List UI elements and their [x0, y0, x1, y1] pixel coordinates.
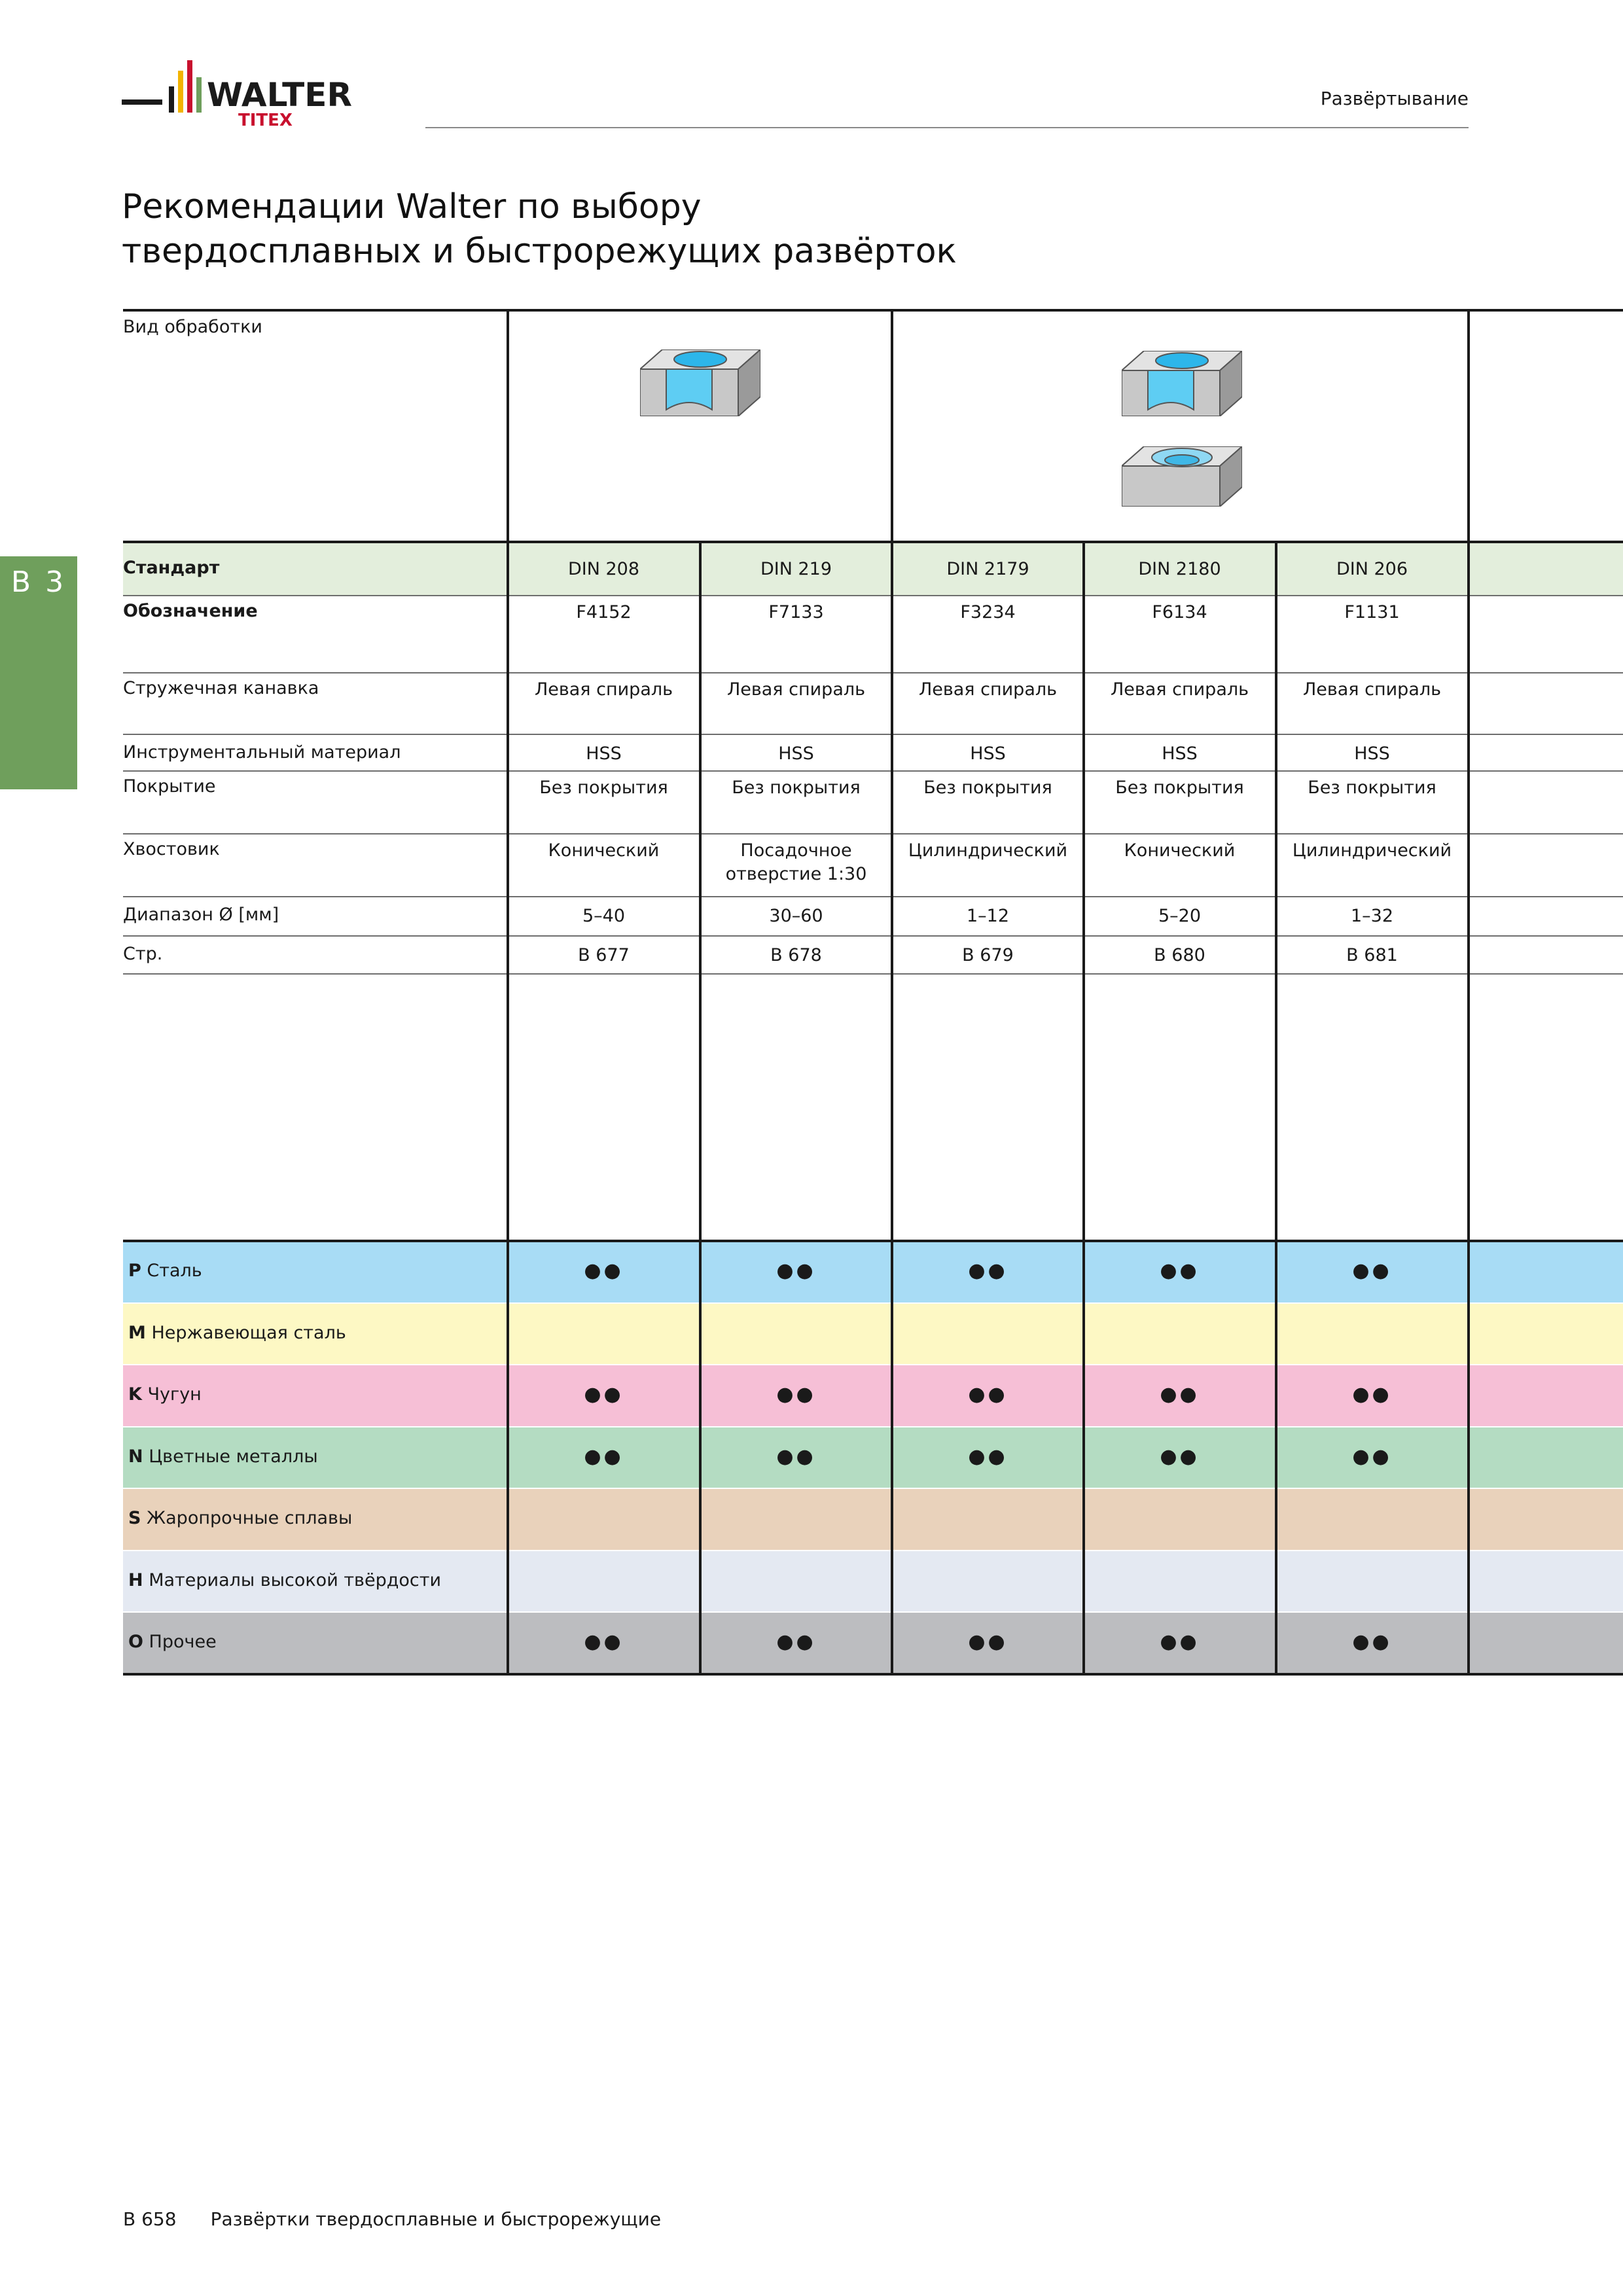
table-rule: [123, 309, 1623, 312]
table-cell: Левая спираль: [918, 679, 1058, 700]
table-cell: B 677: [578, 945, 630, 965]
column-divider: [891, 310, 893, 1674]
table-cell: HSS: [778, 744, 814, 764]
material-code: O: [128, 1632, 143, 1652]
suitability-dots: ●●: [968, 1383, 1008, 1406]
table-row: [123, 734, 1623, 771]
suitability-dots: ●●: [1160, 1444, 1200, 1468]
table-cell: 30–60: [769, 906, 823, 926]
row-divider: [123, 1488, 1623, 1489]
row-label: Стр.: [123, 944, 163, 964]
material-label: [123, 1488, 508, 1549]
suitability-dots: ●●: [968, 1630, 1008, 1653]
suitability-dots: ●●: [584, 1444, 624, 1468]
suitability-dots: ●●: [584, 1259, 624, 1282]
suitability-dots: ●●: [584, 1383, 624, 1406]
table-cell: B 678: [770, 945, 822, 965]
table-cell: DIN 206: [1336, 559, 1408, 579]
material-row: [123, 1488, 1623, 1551]
svg-text:TITEX: TITEX: [238, 111, 293, 130]
table-row: [123, 936, 1623, 974]
table-cell: F7133: [768, 602, 824, 622]
table-cell: Без покрытия: [923, 778, 1052, 798]
material-label: [123, 1612, 508, 1672]
row-label: Хвостовик: [123, 839, 220, 859]
row-divider: [123, 935, 1623, 937]
table-cell: F1131: [1344, 602, 1400, 622]
table-row: [123, 834, 1623, 897]
material-name: Жаропрочные сплавы: [147, 1508, 353, 1528]
material-row: [123, 1241, 1623, 1303]
page-title: [122, 185, 957, 274]
suitability-dots: ●●: [776, 1630, 816, 1653]
table-row: [123, 771, 1623, 834]
row-divider: [123, 1550, 1623, 1551]
material-name: Цветные металлы: [149, 1446, 318, 1467]
table-row: [123, 897, 1623, 936]
table-cell: B 681: [1346, 945, 1398, 965]
title-line-2: твердосплавных и быстрорежущих развёрток: [122, 232, 957, 271]
table-cell: Конический: [548, 840, 660, 861]
suitability-dots: ●●: [776, 1259, 816, 1282]
table-cell: DIN 208: [567, 559, 640, 579]
row-label: Стружечная канавка: [123, 678, 319, 698]
material-name: Нержавеющая сталь: [151, 1322, 346, 1343]
table-cell: Без покрытия: [1308, 778, 1436, 798]
section-label: Развёртывание: [1320, 88, 1469, 109]
material-name: Материалы высокой твёрдости: [149, 1570, 442, 1590]
title-line-1: Рекомендации Walter по выбору: [122, 187, 702, 226]
material-code: N: [128, 1446, 143, 1467]
material-row: [123, 1427, 1623, 1489]
through-hole-icon: [640, 350, 760, 416]
row-divider: [123, 1611, 1623, 1613]
row-label: Диапазон Ø [мм]: [123, 905, 279, 925]
table-cell: HSS: [1162, 744, 1198, 764]
table-cell: Цилиндрический: [908, 840, 1068, 861]
table-cell: HSS: [1354, 744, 1390, 764]
row-label: Стандарт: [123, 558, 220, 578]
svg-text:WALTER: WALTER: [207, 76, 352, 114]
page-number: B 658: [123, 2208, 177, 2230]
material-row: [123, 1365, 1623, 1427]
footer-text: Развёртки твердосплавные и быстрорежущие: [210, 2208, 662, 2230]
material-label: [123, 1551, 508, 1611]
chapter-tab: [0, 556, 77, 789]
row-divider: [123, 1426, 1623, 1427]
table-cell: Конический: [1124, 840, 1236, 861]
reamer-image: [1163, 977, 1197, 1238]
row-divider: [123, 770, 1623, 772]
through-hole-icon: [1122, 351, 1242, 416]
column-divider: [1275, 542, 1277, 1674]
material-name: Сталь: [147, 1261, 202, 1281]
material-code: M: [128, 1322, 146, 1343]
column-divider: [1082, 542, 1085, 1674]
material-code: K: [128, 1384, 142, 1405]
table-rule: [123, 1673, 1623, 1676]
walter-titex-logo: [122, 58, 397, 130]
material-label: [123, 1241, 508, 1301]
blind-hole-icon: [1122, 446, 1242, 507]
table-cell: Посадочное отверстие 1:30: [725, 840, 867, 884]
material-name: Прочее: [149, 1632, 217, 1652]
table-row: [123, 596, 1623, 673]
table-cell: Левая спираль: [726, 679, 866, 700]
suitability-dots: ●●: [968, 1259, 1008, 1282]
row-label: Инструментальный материал: [123, 742, 401, 762]
reamer-image: [972, 977, 1005, 1238]
table-cell: F3234: [960, 602, 1016, 622]
suitability-dots: ●●: [968, 1444, 1008, 1468]
row-divider: [123, 1302, 1623, 1304]
reamer-image: [759, 977, 805, 1238]
material-label: [123, 1303, 508, 1363]
suitability-dots: ●●: [1160, 1630, 1200, 1653]
chapter-tab-label: B 3: [10, 565, 67, 599]
suitability-dots: ●●: [776, 1444, 816, 1468]
page-footer: [123, 2208, 695, 2230]
table-cell: B 679: [962, 945, 1014, 965]
suitability-dots: ●●: [776, 1383, 816, 1406]
suitability-dots: ●●: [1352, 1259, 1392, 1282]
suitability-dots: ●●: [1352, 1630, 1392, 1653]
column-divider: [699, 542, 702, 1674]
material-row: [123, 1612, 1623, 1674]
table-cell: DIN 219: [760, 559, 832, 579]
table-cell: Левая спираль: [1302, 679, 1442, 700]
table-cell: 1–32: [1350, 906, 1394, 926]
row-divider: [123, 672, 1623, 673]
table-cell: F4152: [576, 602, 632, 622]
reamer-image: [588, 977, 620, 1238]
table-cell: DIN 2180: [1138, 559, 1221, 579]
table-cell: 5–20: [1158, 906, 1202, 926]
material-code: S: [128, 1508, 141, 1528]
table-cell: B 680: [1154, 945, 1205, 965]
row-label: Обозначение: [123, 601, 258, 621]
material-name: Чугун: [147, 1384, 202, 1405]
table-cell: Без покрытия: [539, 778, 668, 798]
suitability-dots: ●●: [1160, 1383, 1200, 1406]
suitability-dots: ●●: [584, 1630, 624, 1653]
material-code: H: [128, 1570, 143, 1590]
material-label: [123, 1365, 508, 1425]
table-cell: 1–12: [966, 906, 1010, 926]
table-cell: Без покрытия: [1115, 778, 1244, 798]
table-cell: HSS: [970, 744, 1006, 764]
table-rule: [123, 1240, 1623, 1242]
header-rule: [425, 127, 1469, 128]
table-cell: HSS: [586, 744, 622, 764]
material-label: [123, 1427, 508, 1487]
row-divider: [123, 896, 1623, 897]
table-rule: [123, 541, 1623, 543]
row-divider: [123, 833, 1623, 834]
row-divider: [123, 973, 1623, 975]
row-divider: [123, 734, 1623, 735]
table-row: [123, 543, 1623, 596]
operation-label: Вид обработки: [123, 317, 262, 337]
operation-row: [123, 310, 1623, 542]
reamer-image: [1355, 977, 1390, 1238]
row-label: Покрытие: [123, 776, 216, 797]
column-divider: [507, 310, 509, 1674]
row-divider: [123, 595, 1623, 596]
table-cell: Цилиндрический: [1292, 840, 1452, 861]
table-cell: Левая спираль: [1110, 679, 1249, 700]
suitability-dots: ●●: [1160, 1259, 1200, 1282]
material-row: [123, 1303, 1623, 1365]
table-cell: Без покрытия: [732, 778, 861, 798]
suitability-dots: ●●: [1352, 1444, 1392, 1468]
material-row: [123, 1551, 1623, 1613]
table-row: [123, 673, 1623, 734]
table-cell: Левая спираль: [534, 679, 673, 700]
column-divider: [1467, 310, 1470, 1674]
suitability-dots: ●●: [1352, 1383, 1392, 1406]
row-divider: [123, 1364, 1623, 1365]
table-cell: F6134: [1152, 602, 1207, 622]
table-cell: DIN 2179: [946, 559, 1029, 579]
table-cell: 5–40: [582, 906, 626, 926]
material-code: P: [128, 1261, 141, 1281]
